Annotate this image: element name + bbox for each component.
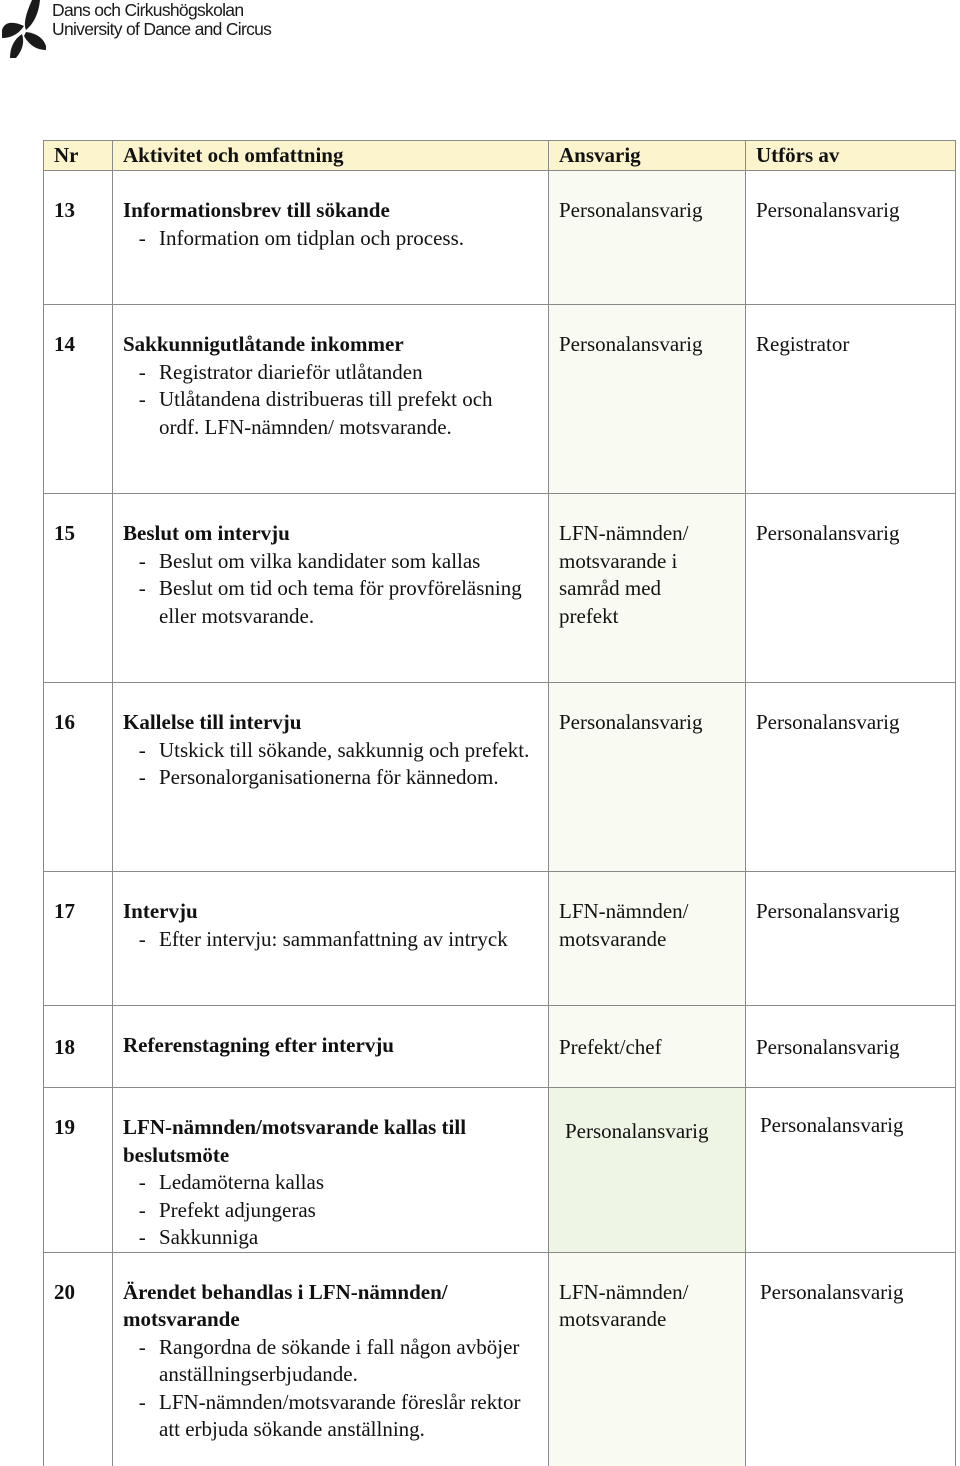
list-item: - LFN-nämnden/motsvarande föreslår rektor att erbjuda sökande anställning.	[123, 1389, 521, 1441]
activity-list	[123, 548, 538, 631]
performed-by-cell: Registrator	[746, 305, 956, 494]
responsible-cell: Personalansvarig	[549, 683, 746, 872]
row-number: 16	[44, 683, 113, 872]
activity-cell	[113, 683, 549, 872]
row-number: 20	[44, 1252, 113, 1466]
header-activity: Aktivitet och omfattning	[113, 141, 549, 171]
activity-title: Ärendet behandlas i LFN-nämnden/ motsvarande	[123, 1279, 448, 1331]
activity-cell	[113, 305, 549, 494]
list-item: - Sakkunniga	[123, 1225, 259, 1249]
table-header-row	[44, 141, 956, 171]
responsible-cell: Personalansvarig	[549, 171, 746, 305]
performed-by-cell: Personalansvarig	[746, 1088, 956, 1253]
row-number: 14	[44, 305, 113, 494]
responsible-cell: LFN-nämnden/ motsvarande	[549, 872, 746, 1006]
list-item: - Beslut om tid och tema för provföreläsning eller motsvarande.	[123, 576, 522, 628]
propeller-logo-icon	[2, 0, 48, 58]
header-nr: Nr	[44, 141, 113, 171]
row-number: 19	[44, 1088, 113, 1253]
activity-cell	[113, 494, 549, 683]
table-row	[44, 1088, 956, 1253]
activity-list	[123, 1334, 538, 1444]
list-item: - Utskick till sökande, sakkunnig och prefekt.	[123, 737, 530, 762]
activity-list	[123, 926, 538, 954]
performed-by-cell: Personalansvarig	[746, 683, 956, 872]
activity-cell	[113, 1006, 549, 1088]
performed-by-cell: Personalansvarig	[746, 872, 956, 1006]
responsible-cell: Personalansvarig	[549, 1088, 746, 1253]
responsible-cell: LFN-nämnden/ motsvarande	[549, 1252, 746, 1466]
row-number: 13	[44, 171, 113, 305]
header-performed-by: Utförs av	[746, 141, 956, 171]
table-row	[44, 305, 956, 494]
activity-title: Sakkunnigutlåtande inkommer	[123, 332, 404, 356]
header-responsible: Ansvarig	[549, 141, 746, 171]
activity-cell	[113, 1252, 549, 1466]
list-item: - Efter intervju: sammanfattning av intryck	[123, 926, 508, 951]
table-row	[44, 1006, 956, 1088]
performed-by-cell: Personalansvarig	[746, 494, 956, 683]
activity-cell	[113, 171, 549, 305]
recruitment-process-table	[43, 140, 956, 1466]
responsible-cell: Prefekt/chef	[549, 1006, 746, 1088]
list-item: - Ledamöterna kallas	[123, 1170, 325, 1194]
activity-list	[123, 1169, 538, 1252]
responsible-cell: Personalansvarig	[549, 305, 746, 494]
list-item: - Prefekt adjungeras	[123, 1197, 316, 1222]
row-number: 17	[44, 872, 113, 1006]
responsible-cell: LFN-nämnden/ motsvarande i samråd med prefekt	[549, 494, 746, 683]
list-item: - Personalorganisationerna för kännedom.	[123, 765, 499, 789]
table-row	[44, 1252, 956, 1466]
logo-name-swedish: Dans och Cirkushögskolan	[52, 0, 244, 20]
activity-title: Referenstagning efter intervju	[123, 1033, 394, 1057]
row-number: 15	[44, 494, 113, 683]
activity-title: Intervju	[123, 899, 198, 923]
activity-title: Kallelse till intervju	[123, 710, 302, 734]
list-item: - Registrator diarieför utlåtanden	[123, 359, 423, 384]
list-item: - Information om tidplan och process.	[123, 225, 465, 250]
performed-by-cell: Personalansvarig	[746, 171, 956, 305]
activity-title: LFN-nämnden/motsvarande kallas till beslutsmöte	[123, 1115, 467, 1167]
table-row	[44, 872, 956, 1006]
activity-title: Beslut om intervju	[123, 521, 290, 545]
table-row	[44, 171, 956, 305]
activity-cell	[113, 1088, 549, 1253]
row-number: 18	[44, 1006, 113, 1088]
list-item: - Rangordna de sökande i fall någon avböjer anställningserbjudande.	[123, 1334, 520, 1386]
activity-list	[123, 737, 538, 792]
performed-by-cell: Personalansvarig	[746, 1252, 956, 1466]
activity-list	[123, 359, 538, 442]
university-logo	[0, 0, 320, 64]
logo-name-english: University of Dance and Circus	[52, 19, 272, 39]
table-row	[44, 683, 956, 872]
activity-title: Informationsbrev till sökande	[123, 198, 390, 222]
performed-by-cell: Personalansvarig	[746, 1006, 956, 1088]
activity-list	[123, 225, 538, 253]
list-item: - Beslut om vilka kandidater som kallas	[123, 548, 481, 573]
table-row	[44, 494, 956, 683]
activity-cell	[113, 872, 549, 1006]
list-item: - Utlåtandena distribueras till prefekt och ordf. LFN-nämnden/ motsvarande.	[123, 387, 493, 439]
